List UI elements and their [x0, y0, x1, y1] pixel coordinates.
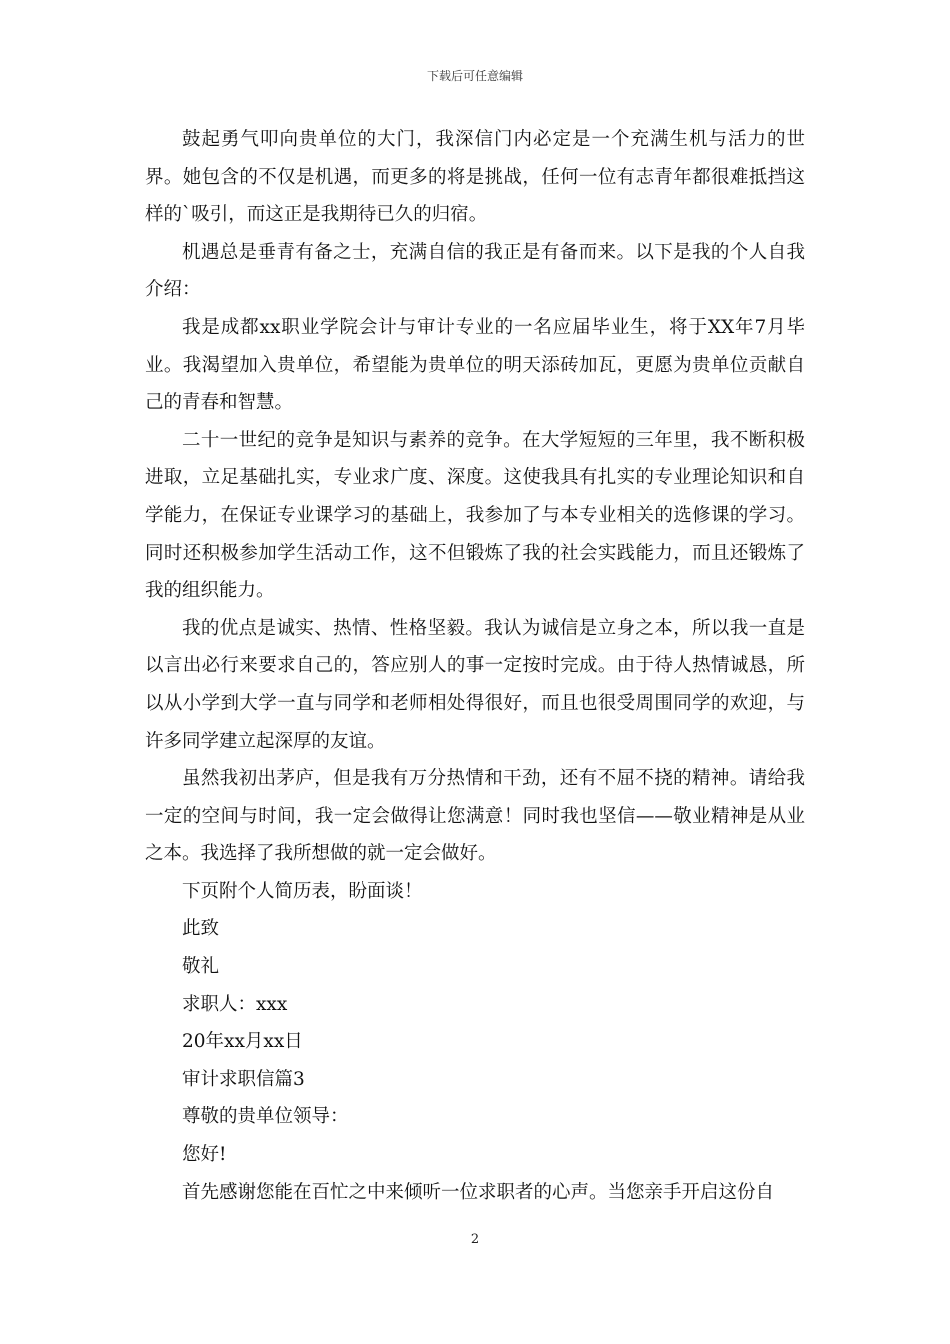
paragraph-4: 二十一世纪的竞争是知识与素养的竞争。在大学短短的三年里，我不断积极进取，立足基础扎实，专业求广度、深度。这使我具有扎实的专业理论知识和自学能力，在保证专业课学习的基础上，我参加了与本专业相关的选修课的学习。同时还积极参加学生活动工作，这不但锻炼了我的社会实践能力，而且还锻炼了我的组织能力。	[145, 429, 805, 602]
opening-line: 首先感谢您能在百忙之中来倾听一位求职者的心声。当您亲手开启这份自	[182, 1181, 775, 1203]
signature-date: 20年xx月xx日	[182, 1031, 303, 1053]
greeting-recipient: 尊敬的贵单位领导：	[182, 1106, 349, 1128]
letter-body	[145, 121, 805, 1211]
paragraph-6: 虽然我初出茅庐，但是我有万分热情和干劲，还有不屈不挠的精神。请给我一定的空间与时间，我一定会做得让您满意！同时我也坚信——敬业精神是从业之本。我选择了我所想做的就一定会做好。	[145, 768, 805, 865]
closing-regards: 敬礼	[182, 956, 220, 978]
signature-applicant: 求职人：xxx	[182, 993, 288, 1015]
paragraph-2: 机遇总是垂青有备之士，充满自信的我正是有备而来。以下是我的个人自我介绍：	[145, 241, 805, 301]
page-number: 2	[470, 1232, 480, 1247]
greeting-hello: 您好!	[182, 1144, 227, 1166]
attachment-note: 下页附个人简历表，盼面谈！	[182, 880, 423, 902]
paragraph-1: 鼓起勇气叩向贵单位的大门，我深信门内必定是一个充满生机与活力的世界。她包含的不仅是机遇，而更多的将是挑战，任何一位有志青年都很难抵挡这样的`吸引，而这正是我期待已久的归宿。	[145, 129, 805, 226]
paragraph-5: 我的优点是诚实、热情、性格坚毅。我认为诚信是立身之本，所以我一直是以言出必行来要求自己的，答应别人的事一定按时完成。由于待人热情诚恳，所以从小学到大学一直与同学和老师相处得很好，而且也很受周围同学的欢迎，与许多同学建立起深厚的友谊。	[145, 617, 805, 752]
page-header-note: 下载后可任意编辑	[426, 69, 523, 83]
section-title: 审计求职信篇3	[182, 1068, 305, 1090]
paragraph-3: 我是成都xx职业学院会计与审计专业的一名应届毕业生，将于XX年7月毕业。我渴望加入贵单位，希望能为贵单位的明天添砖加瓦，更愿为贵单位贡献自己的青春和智慧。	[145, 316, 805, 414]
closing-salutation: 此致	[182, 918, 220, 940]
